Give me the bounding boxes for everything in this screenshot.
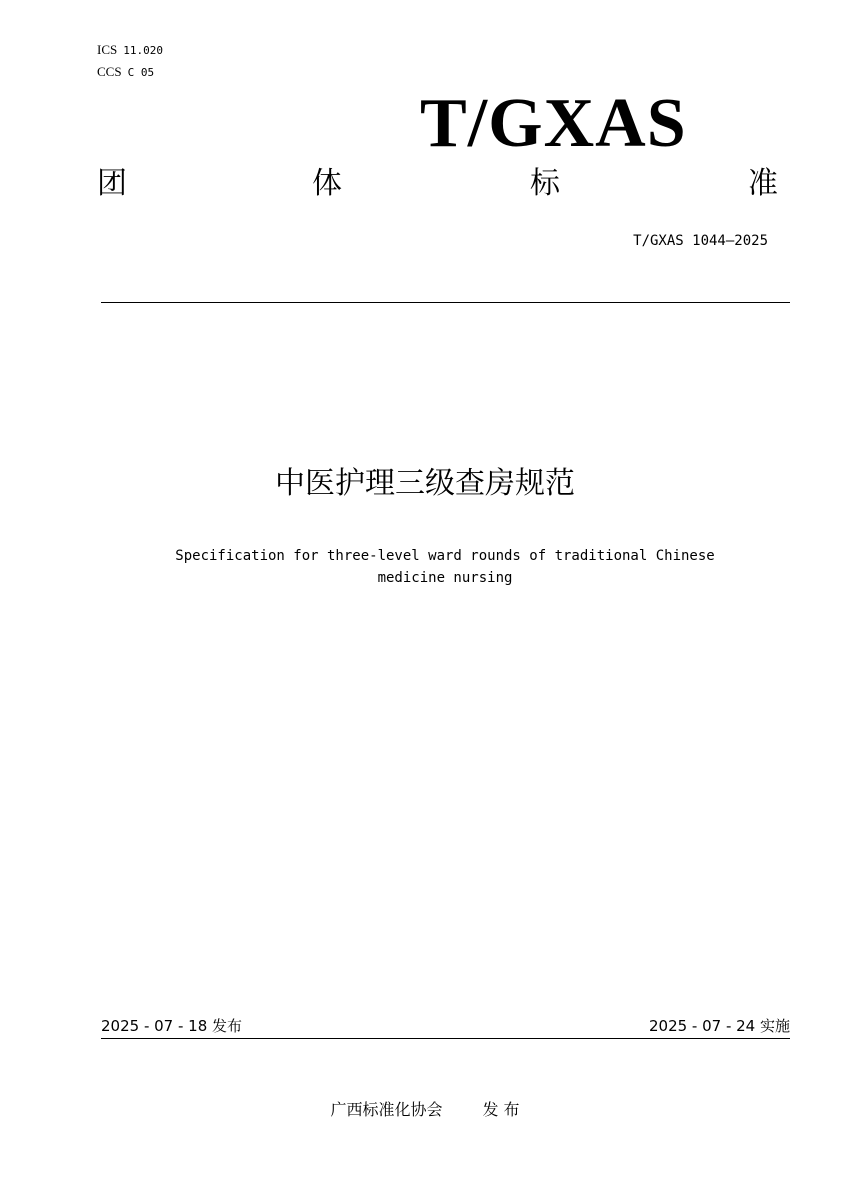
- publisher: [0, 1099, 850, 1121]
- standard-type-char-4: 准: [748, 166, 778, 201]
- standard-logo: T/GXAS: [420, 85, 687, 162]
- publisher-organization: 广西标准化协会: [330, 1100, 443, 1119]
- english-title-line-2: medicine nursing: [377, 570, 513, 586]
- standard-type-char-1: 团: [97, 166, 127, 201]
- header-divider: [101, 302, 790, 303]
- ics-label: ICS: [97, 42, 118, 57]
- footer-divider: [101, 1038, 790, 1039]
- standard-type: [0, 162, 850, 206]
- implementation-date: 2025 - 07 - 24 实施: [648, 1017, 790, 1035]
- ccs-line: [97, 64, 154, 81]
- standard-type-char-3: 标: [530, 166, 560, 201]
- ics-line: [97, 42, 163, 59]
- issue-date: 2025 - 07 - 18 发布: [101, 1017, 243, 1035]
- ics-code: 11.020: [123, 44, 163, 57]
- publisher-action: 发 布: [482, 1100, 520, 1119]
- ccs-code: C 05: [127, 66, 155, 79]
- english-title-line-1: Specification for three-level ward rounds of traditional Chinese: [175, 548, 715, 564]
- standard-number: T/GXAS 1044—2025: [633, 233, 768, 249]
- ccs-label: CCS: [97, 64, 122, 79]
- document-title-english: [0, 545, 850, 589]
- document-title-chinese: 中医护理三级查房规范: [275, 466, 575, 501]
- standard-type-char-2: 体: [312, 166, 342, 201]
